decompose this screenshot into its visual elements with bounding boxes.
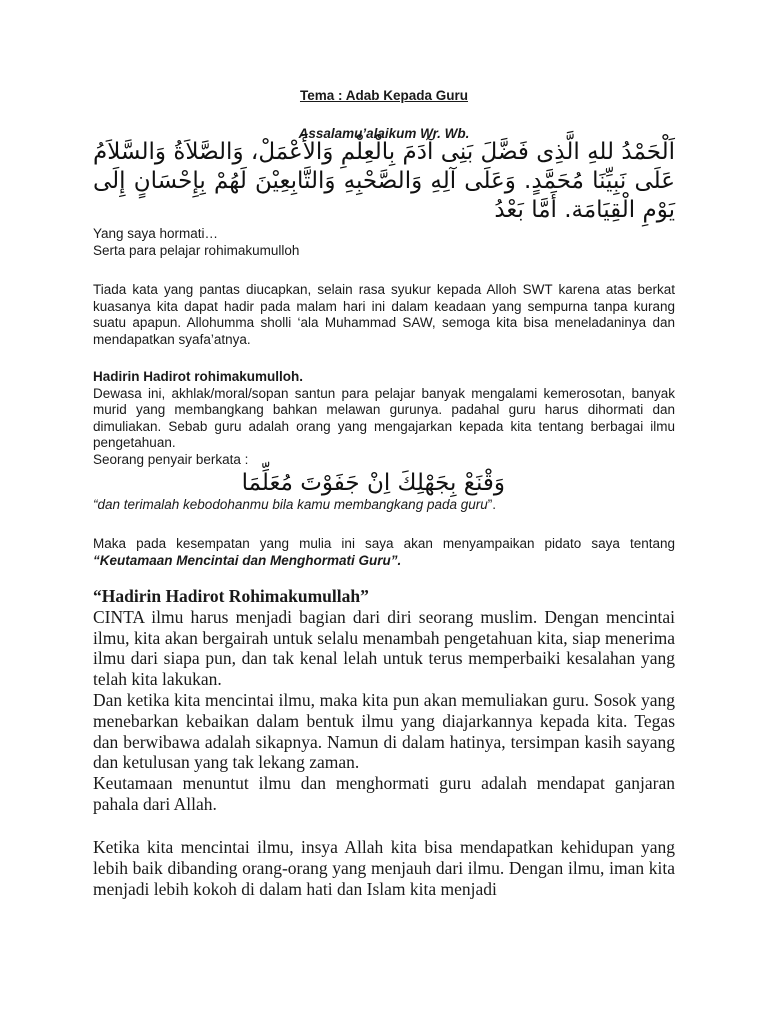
intro-text: Maka pada kesempatan yang mulia ini saya akan menyampaikan pidato saya tentang bbox=[93, 536, 675, 551]
greeting-line: Yang saya hormati… bbox=[93, 226, 219, 241]
greeting-block bbox=[93, 226, 675, 259]
poet-intro: Seorang penyair berkata : bbox=[93, 451, 249, 467]
intro-paragraph bbox=[93, 536, 675, 569]
section2 bbox=[93, 586, 675, 815]
arabic-poem: وَقْنَعْ بِجَهْلِكَ اِنْ جَفَوْتَ مُعَلِّمَا bbox=[241, 470, 505, 496]
poem-translation-close: ”. bbox=[487, 497, 496, 512]
section1 bbox=[93, 369, 675, 469]
arabic-opening-prayer: اَلْحَمْدُ للهِ الَّذِى فَضَّلَ بَنِى آدَمَ بِالْعِلْمِ وَالأَعْمَلْ، وَالصَّلاَةُ وَالسَّلاَمُ عَلَى نَبِيِّنَا مُحَمَّدٍ. وَعَلَى آلِهِ وَالصَّحْبِهِ وَالتَّابِعِيْنَ لَهُمْ بِإِحْسَانٍ إِلَى يَوْمِ الْقِيَامَة. أَمَّا بَعْدُ bbox=[93, 139, 675, 223]
poem-translation-line bbox=[93, 497, 496, 512]
section2-paragraph: Keutamaan menuntut ilmu dan menghormati guru adalah mendapat ganjaran pahala dari Allah. bbox=[93, 773, 675, 814]
section3-paragraph: Ketika kita mencintai ilmu, insya Allah kita bisa mendapatkan kehidupan yang lebih baik dibanding orang-orang yang menjauh dari ilmu. Dengan ilmu, iman kita menjadi lebih kokoh di dalam hati dan Islam kita menjadi bbox=[93, 837, 675, 899]
document-title: Tema : Adab Kepada Guru bbox=[299, 88, 469, 103]
greeting-line: Serta para pelajar rohimakumulloh bbox=[93, 242, 300, 258]
opening-paragraph: Tiada kata yang pantas diucapkan, selain rasa syukur kepada Alloh SWT karena atas berkat kuasanya kita dapat hadir pada malam hari ini dalam keadaan yang sempurna tanpa kurang suatu apapun. Allohumma sholli ‘ala Muhammad SAW, semoga kita bisa meneladaninya dan mendapatkan syafa’atnya. bbox=[93, 282, 675, 347]
section1-body: Dewasa ini, akhlak/moral/sopan santun para pelajar banyak mengalami kemerosotan, banyak murid yang membangkang bahkan melawan gurunya. padahal guru harus dihormati dan dimuliakan. Sebab guru adalah orang yang mengajarkan kepada kita tentang berbagai ilmu pengetahuan. bbox=[93, 385, 675, 451]
poem-translation: “dan terimalah kebodohanmu bila kamu membangkang pada guru bbox=[93, 497, 488, 512]
salam-greeting: Assalamu’alaikum Wr. Wb. bbox=[298, 126, 470, 141]
section2-paragraph: CINTA ilmu harus menjadi bagian dari diri seorang muslim. Dengan mencintai ilmu, kita akan bergairah untuk selalu menambah pengetahuan kita, siap menerima ilmu dari siapa pun, dan tak kenal lelah untuk terus memperbaiki kesalahan yang telah kita lakukan. bbox=[93, 606, 675, 690]
intro-topic: “Keutamaan Mencintai dan Menghormati Guru”. bbox=[93, 552, 402, 568]
section2-paragraph: Dan ketika kita mencintai ilmu, maka kita pun akan memuliakan guru. Sosok yang menebarkan kebaikan dalam bentuk ilmu yang diajarkannya kepada kita. Tegas dan berwibawa adalah sikapnya. Namun di dalam hatinya, tersimpan kasih sayang dan ketulusan yang tak lekang zaman. bbox=[93, 689, 675, 773]
section1-heading: Hadirin Hadirot rohimakumulloh. bbox=[93, 369, 304, 384]
section2-heading: “Hadirin Hadirot Rohimakumullah” bbox=[93, 586, 369, 606]
